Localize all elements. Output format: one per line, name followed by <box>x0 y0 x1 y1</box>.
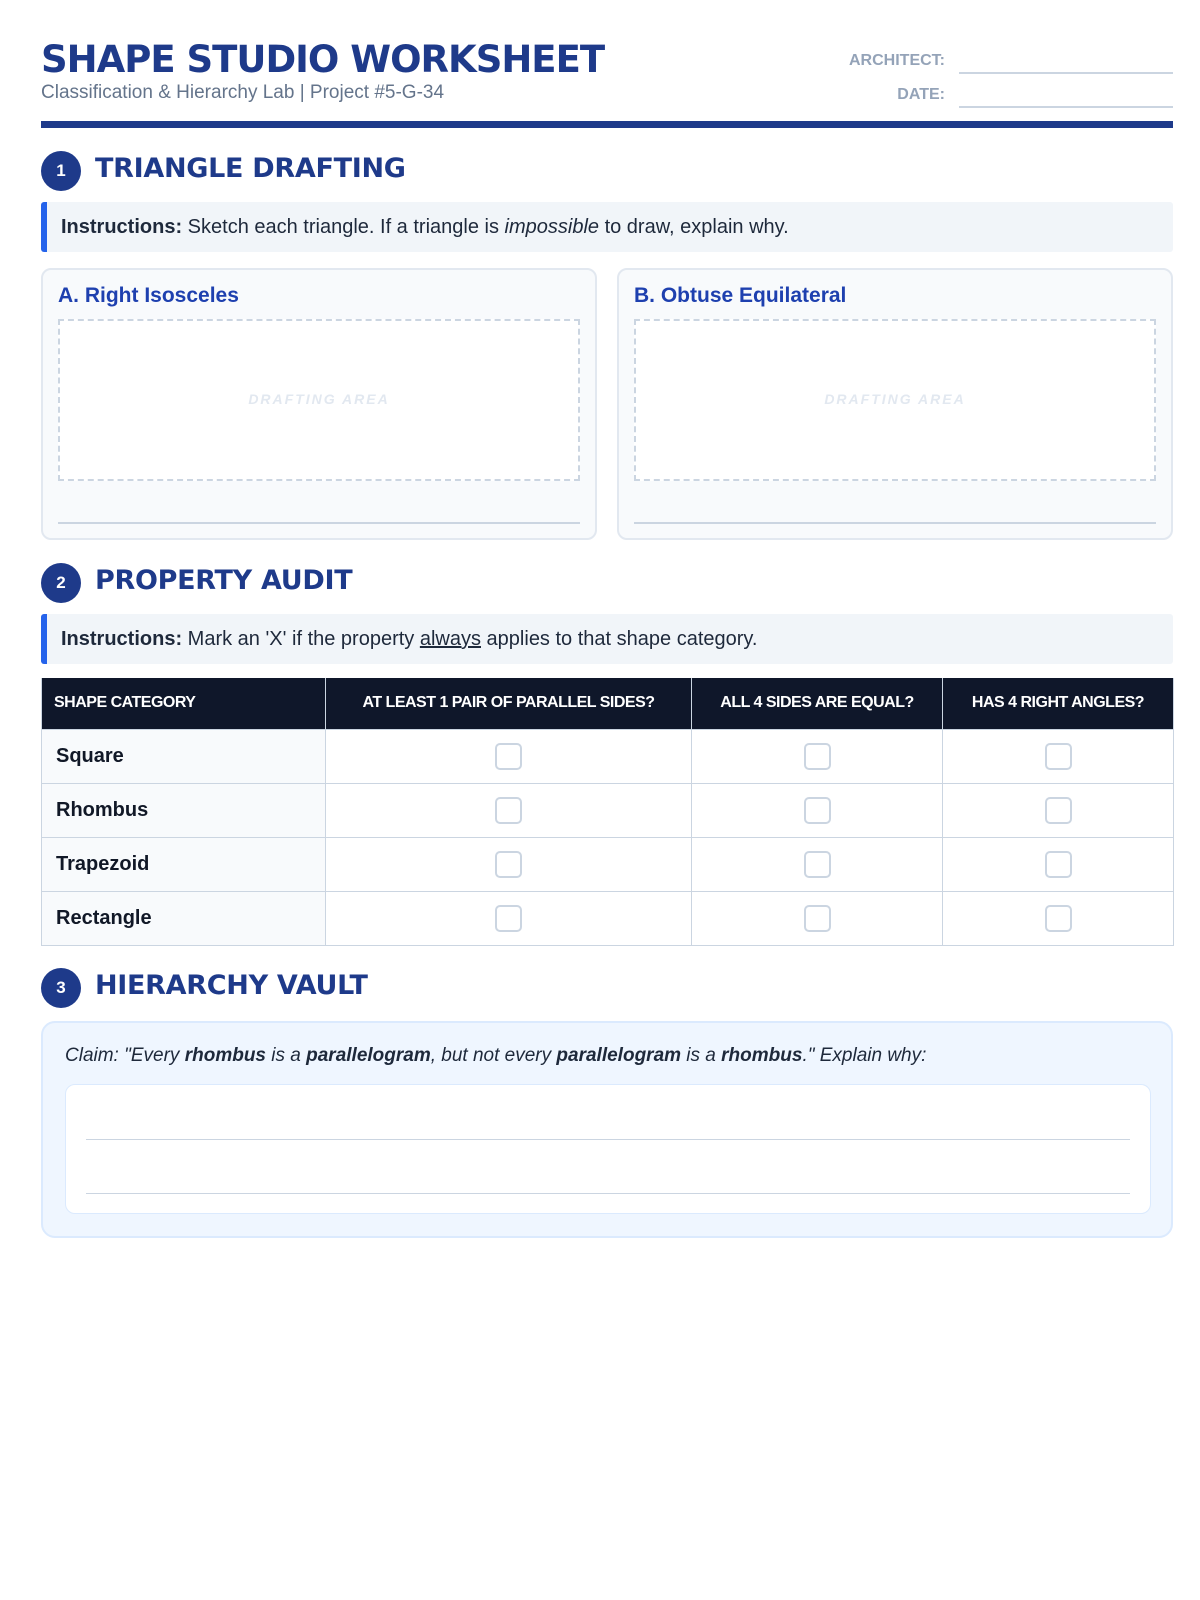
right-angles-checkbox[interactable] <box>1045 797 1072 824</box>
header-divider <box>41 121 1173 128</box>
claim-term: rhombus <box>721 1045 803 1066</box>
table-row <box>42 729 1174 783</box>
shape-name: Trapezoid <box>42 837 326 891</box>
equal-sides-checkbox[interactable] <box>804 851 831 878</box>
hierarchy-vault-box <box>41 1021 1173 1238</box>
card-title: B. Obtuse Equilateral <box>634 284 847 307</box>
equal-sides-checkbox[interactable] <box>804 743 831 770</box>
claim-text <box>65 1045 926 1067</box>
section-number-badge: 1 <box>41 151 81 191</box>
right-angles-checkbox[interactable] <box>1045 743 1072 770</box>
property-instructions <box>41 614 1173 664</box>
page-title: SHAPE STUDIO WORKSHEET <box>41 38 605 81</box>
answer-line <box>86 1193 1130 1194</box>
claim-term: parallelogram <box>306 1045 431 1066</box>
explanation-line[interactable] <box>634 522 1156 524</box>
shape-name: Square <box>42 729 326 783</box>
parallel-sides-checkbox[interactable] <box>495 743 522 770</box>
column-header: SHAPE CATEGORY <box>42 678 326 729</box>
equal-sides-checkbox[interactable] <box>804 905 831 932</box>
parallel-sides-checkbox[interactable] <box>495 851 522 878</box>
shape-name: Rectangle <box>42 891 326 945</box>
section-title: HIERARCHY VAULT <box>95 970 368 1001</box>
triangle-instructions <box>41 202 1173 252</box>
column-header: HAS 4 RIGHT ANGLES? <box>943 678 1174 729</box>
instructions-text: applies to that shape category. <box>481 628 758 650</box>
section-title: TRIANGLE DRAFTING <box>95 153 406 184</box>
claim-fragment: is a <box>266 1045 307 1066</box>
shape-name: Rhombus <box>42 783 326 837</box>
column-header: ALL 4 SIDES ARE EQUAL? <box>692 678 943 729</box>
equal-sides-checkbox[interactable] <box>804 797 831 824</box>
property-audit-table <box>41 678 1174 946</box>
claim-term: rhombus <box>184 1045 266 1066</box>
date-row <box>833 84 1173 108</box>
worksheet-header <box>41 0 1173 128</box>
table-row <box>42 891 1174 945</box>
instructions-lead: Instructions: <box>61 216 183 238</box>
parallel-sides-checkbox[interactable] <box>495 797 522 824</box>
triangle-card-obtuse-equilateral <box>617 268 1173 540</box>
date-field[interactable] <box>959 86 1173 108</box>
explanation-line[interactable] <box>58 522 580 524</box>
instructions-text: Sketch each triangle. If a triangle is <box>182 216 505 238</box>
section-number-badge: 3 <box>41 968 81 1008</box>
claim-fragment: , but not every <box>430 1045 557 1066</box>
card-title: A. Right Isosceles <box>58 284 239 307</box>
answer-line <box>86 1139 1130 1140</box>
drafting-area[interactable] <box>58 319 580 481</box>
explanation-answer-box[interactable] <box>65 1084 1151 1214</box>
drafting-area-label: DRAFTING AREA <box>248 391 390 407</box>
claim-fragment: ." Explain why: <box>802 1045 927 1066</box>
table-header-row <box>42 678 1174 729</box>
architect-label: ARCHITECT: <box>849 52 945 69</box>
architect-field[interactable] <box>959 52 1173 74</box>
worksheet-page <box>41 0 1173 1066</box>
column-header: AT LEAST 1 PAIR OF PARALLEL SIDES? <box>326 678 692 729</box>
architect-row <box>833 50 1173 74</box>
drafting-area[interactable] <box>634 319 1156 481</box>
page-subtitle: Classification & Hierarchy Lab | Project #5-G-34 <box>41 82 445 103</box>
drafting-area-label: DRAFTING AREA <box>824 391 966 407</box>
parallel-sides-checkbox[interactable] <box>495 905 522 932</box>
instructions-lead: Instructions: <box>61 628 183 650</box>
section-property-audit-heading <box>41 563 1173 603</box>
right-angles-checkbox[interactable] <box>1045 851 1072 878</box>
table-row <box>42 783 1174 837</box>
section-number-badge: 2 <box>41 563 81 603</box>
section-hierarchy-vault-heading <box>41 968 1173 1008</box>
section-title: PROPERTY AUDIT <box>95 565 353 596</box>
claim-term: parallelogram <box>556 1045 682 1066</box>
table-row <box>42 837 1174 891</box>
instructions-text: to draw, explain why. <box>599 216 789 238</box>
right-angles-checkbox[interactable] <box>1045 905 1072 932</box>
instructions-emphasis: impossible <box>504 216 600 238</box>
section-triangle-drafting-heading <box>41 151 1173 191</box>
claim-fragment: is a <box>681 1045 722 1066</box>
triangle-card-right-isosceles <box>41 268 597 540</box>
date-label: DATE: <box>897 86 945 103</box>
claim-fragment: Claim: "Every <box>65 1045 185 1066</box>
instructions-text: Mark an 'X' if the property <box>182 628 420 650</box>
instructions-emphasis: always <box>419 628 481 650</box>
